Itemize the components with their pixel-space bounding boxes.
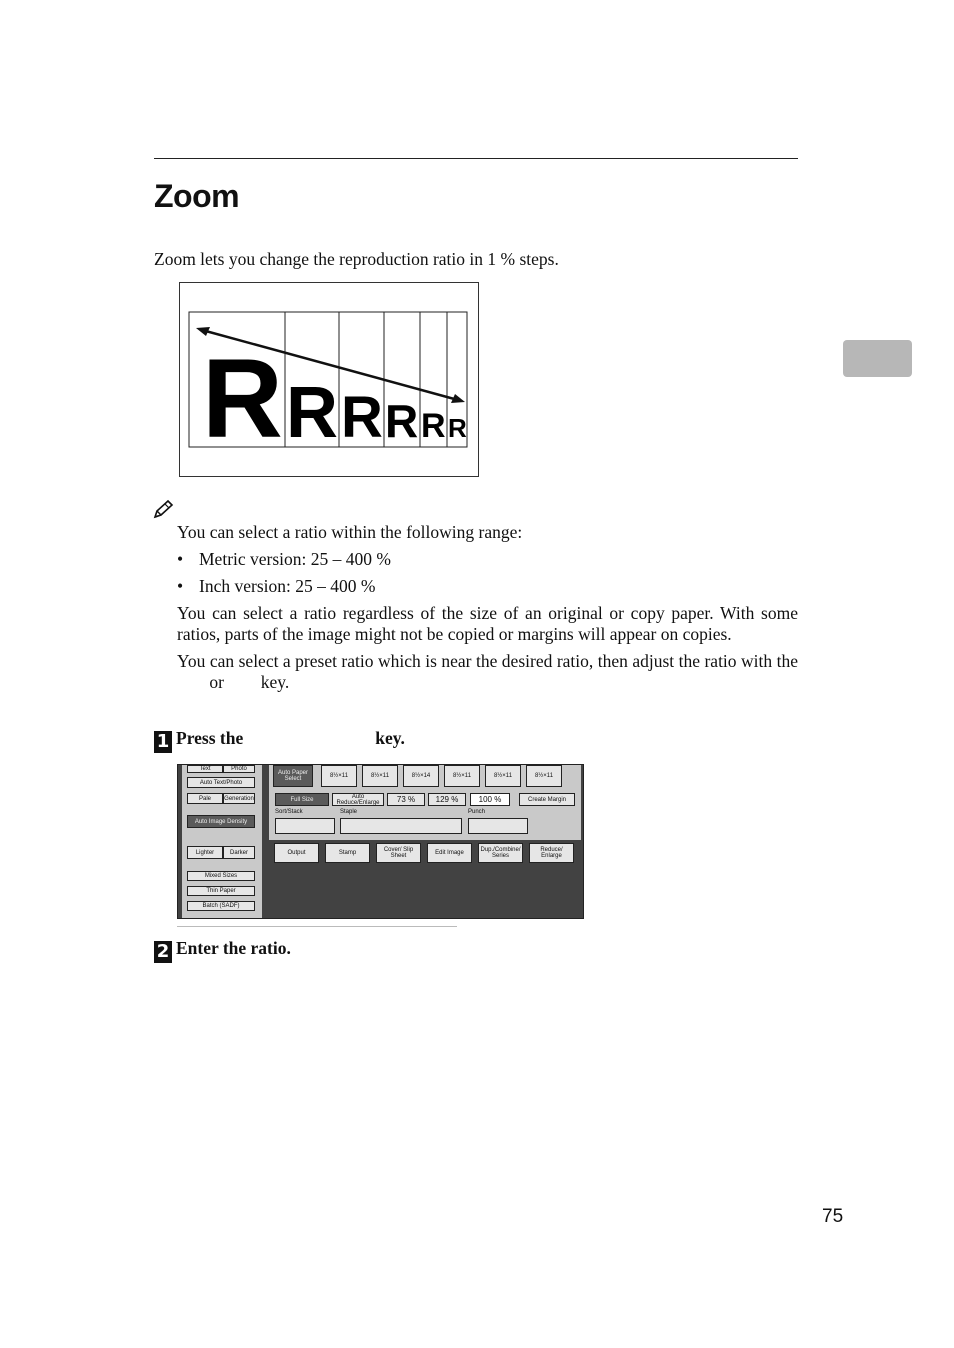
paper-tray-4-button[interactable]: 8½×11 <box>444 765 480 787</box>
step-number: 1 <box>154 731 172 753</box>
sort-stack-group[interactable] <box>275 818 335 834</box>
ratio-73-button[interactable]: 73 % <box>387 793 425 806</box>
step-2: 2 Enter the ratio. <box>154 938 291 963</box>
step-1: 1 Press the key. <box>154 728 405 753</box>
full-size-button[interactable]: Full Size <box>275 793 329 806</box>
note-paragraph-2: You can select a preset ratio which is near the desired ratio, then adjust the ratio with the or key. <box>177 651 798 692</box>
lighter-button[interactable]: Lighter <box>187 846 223 859</box>
auto-text-photo-button[interactable]: Auto Text/Photo <box>187 777 255 788</box>
paper-tray-3-button[interactable]: 8½×14 <box>403 765 439 787</box>
top-rule <box>154 158 798 159</box>
range-text: You can select a ratio within the following range: <box>177 522 523 542</box>
letter-r-2: R <box>286 373 338 453</box>
darker-button[interactable]: Darker <box>223 846 255 859</box>
ratio-129-button[interactable]: 129 % <box>428 793 466 806</box>
punch-group[interactable] <box>468 818 528 834</box>
panel-main-area <box>269 765 581 840</box>
auto-reduce-enlarge-button[interactable]: Auto Reduce/Enlarge <box>332 793 384 806</box>
cover-slip-sheet-button[interactable]: Cover/ Slip Sheet <box>376 843 421 863</box>
letter-r-6: R <box>448 413 467 443</box>
paper-tray-6-button[interactable]: 8½×11 <box>526 765 562 787</box>
mixed-sizes-button[interactable]: Mixed Sizes <box>187 871 255 881</box>
auto-image-density-button[interactable]: Auto Image Density <box>187 815 255 828</box>
sort-stack-label: Sort/Stack <box>275 809 303 815</box>
generation-button[interactable]: Generation <box>223 793 255 804</box>
letter-r-4: R <box>385 395 419 447</box>
zoom-illustration <box>179 282 479 477</box>
panel-underline <box>177 926 457 927</box>
page-number: 75 <box>822 1206 844 1227</box>
chapter-tab-marker <box>843 340 912 377</box>
edit-image-button[interactable]: Edit Image <box>427 843 472 863</box>
batch-sadf-button[interactable]: Batch (SADF) <box>187 901 255 911</box>
intro-text: Zoom lets you change the reproduction ratio in 1 % steps. <box>154 249 559 269</box>
dup-combine-series-button[interactable]: Dup./Combine/ Series <box>478 843 523 863</box>
ratio-display: 100 % <box>470 793 510 806</box>
step-number: 2 <box>154 941 172 963</box>
pale-button[interactable]: Pale <box>187 793 223 804</box>
page-title: Zoom <box>154 178 240 214</box>
paper-tray-5-button[interactable]: 8½×11 <box>485 765 521 787</box>
letter-r-5: R <box>421 407 446 445</box>
thin-paper-button[interactable]: Thin Paper <box>187 886 255 896</box>
reduce-enlarge-button[interactable]: Reduce/ Enlarge <box>529 843 574 863</box>
staple-label: Staple <box>340 809 358 815</box>
note-paragraph-1: You can select a ratio regardless of the size of an original or copy paper. With some ratios, parts of the image might not be copied or margins will appear on copies. <box>177 603 798 644</box>
text-mode-button[interactable]: Text <box>187 765 223 773</box>
punch-label: Punch <box>468 809 486 815</box>
create-margin-button[interactable]: Create Margin <box>519 793 575 806</box>
note-section <box>177 522 798 699</box>
zoom-diagram <box>180 283 478 476</box>
letter-r-1: R <box>202 336 283 461</box>
paper-tray-1-button[interactable]: 8½×11 <box>321 765 357 787</box>
panel-left-column <box>182 765 262 918</box>
stamp-button[interactable]: Stamp <box>325 843 370 863</box>
staple-group[interactable] <box>340 818 462 834</box>
list-item: • Metric version: 25 – 400 % <box>177 549 391 569</box>
photo-mode-button[interactable]: Photo <box>223 765 255 773</box>
copier-control-panel <box>177 764 584 919</box>
output-button[interactable]: Output <box>274 843 319 863</box>
letter-r-3: R <box>341 385 383 450</box>
range-list <box>177 549 798 597</box>
pencil-note-icon <box>153 499 175 519</box>
auto-paper-select-button[interactable]: Auto Paper Select <box>273 765 313 787</box>
paper-tray-2-button[interactable]: 8½×11 <box>362 765 398 787</box>
list-item: • Inch version: 25 – 400 % <box>177 576 376 596</box>
